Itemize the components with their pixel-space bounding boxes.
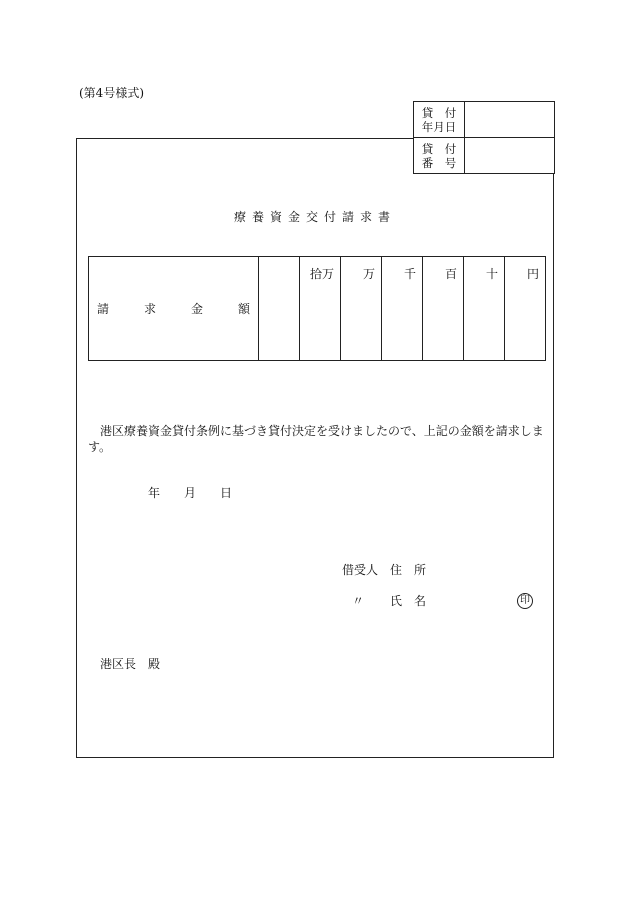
request-statement: 港区療養資金貸付条例に基づき貸付決定を受けましたので、上記の金額を請求します。	[88, 424, 544, 454]
borrower-address-label: 住 所	[390, 563, 427, 577]
request-amount-char: 額	[237, 302, 250, 316]
digit-unit-label: 千	[403, 267, 416, 281]
seal-icon: 印	[517, 593, 533, 609]
ditto-mark: 〃	[352, 594, 365, 608]
addressee: 港区長 殿	[100, 657, 161, 671]
borrower-label: 借受人	[342, 563, 379, 577]
digit-unit-label: 円	[526, 267, 539, 281]
digit-unit-label: 十	[485, 267, 498, 281]
request-amount-table	[88, 256, 546, 361]
loan-date-label	[414, 102, 465, 138]
amount-digit-cell[interactable]	[341, 257, 382, 361]
loan-number-label-line2: 番 号	[421, 155, 457, 170]
amount-digit-cell[interactable]	[300, 257, 341, 361]
loan-info-table	[413, 101, 555, 174]
amount-digit-cell[interactable]	[464, 257, 505, 361]
loan-number-row	[414, 138, 555, 174]
loan-number-field[interactable]	[465, 138, 555, 174]
borrower-name-label: 氏 名	[390, 594, 427, 608]
form-number-label: (第4号様式)	[79, 86, 144, 100]
digit-unit-label: 万	[362, 267, 375, 281]
date-month-label: 月	[184, 486, 197, 500]
loan-info-box	[413, 101, 555, 174]
date-year-label: 年	[148, 486, 161, 500]
request-amount-row	[89, 257, 546, 361]
request-amount-char: 金	[190, 302, 203, 316]
amount-digit-cell[interactable]	[505, 257, 546, 361]
amount-digit-cell[interactable]	[382, 257, 423, 361]
amount-digit-cell[interactable]	[259, 257, 300, 361]
request-amount-char: 請	[97, 302, 110, 316]
date-day-label: 日	[220, 486, 233, 500]
loan-date-field[interactable]	[465, 102, 555, 138]
request-amount-header	[89, 257, 259, 361]
document-title: 療養資金交付請求書	[233, 210, 396, 224]
loan-date-label-line2: 年月日	[421, 119, 457, 134]
request-amount-label	[89, 300, 258, 317]
loan-number-label-line1: 貸 付	[421, 141, 457, 156]
amount-digit-cell[interactable]	[423, 257, 464, 361]
loan-date-label-line1: 貸 付	[421, 105, 457, 120]
loan-date-row	[414, 102, 555, 138]
request-amount-char: 求	[143, 302, 156, 316]
digit-unit-label: 拾万	[309, 267, 334, 281]
loan-number-label	[414, 138, 465, 174]
digit-unit-label: 百	[444, 267, 457, 281]
